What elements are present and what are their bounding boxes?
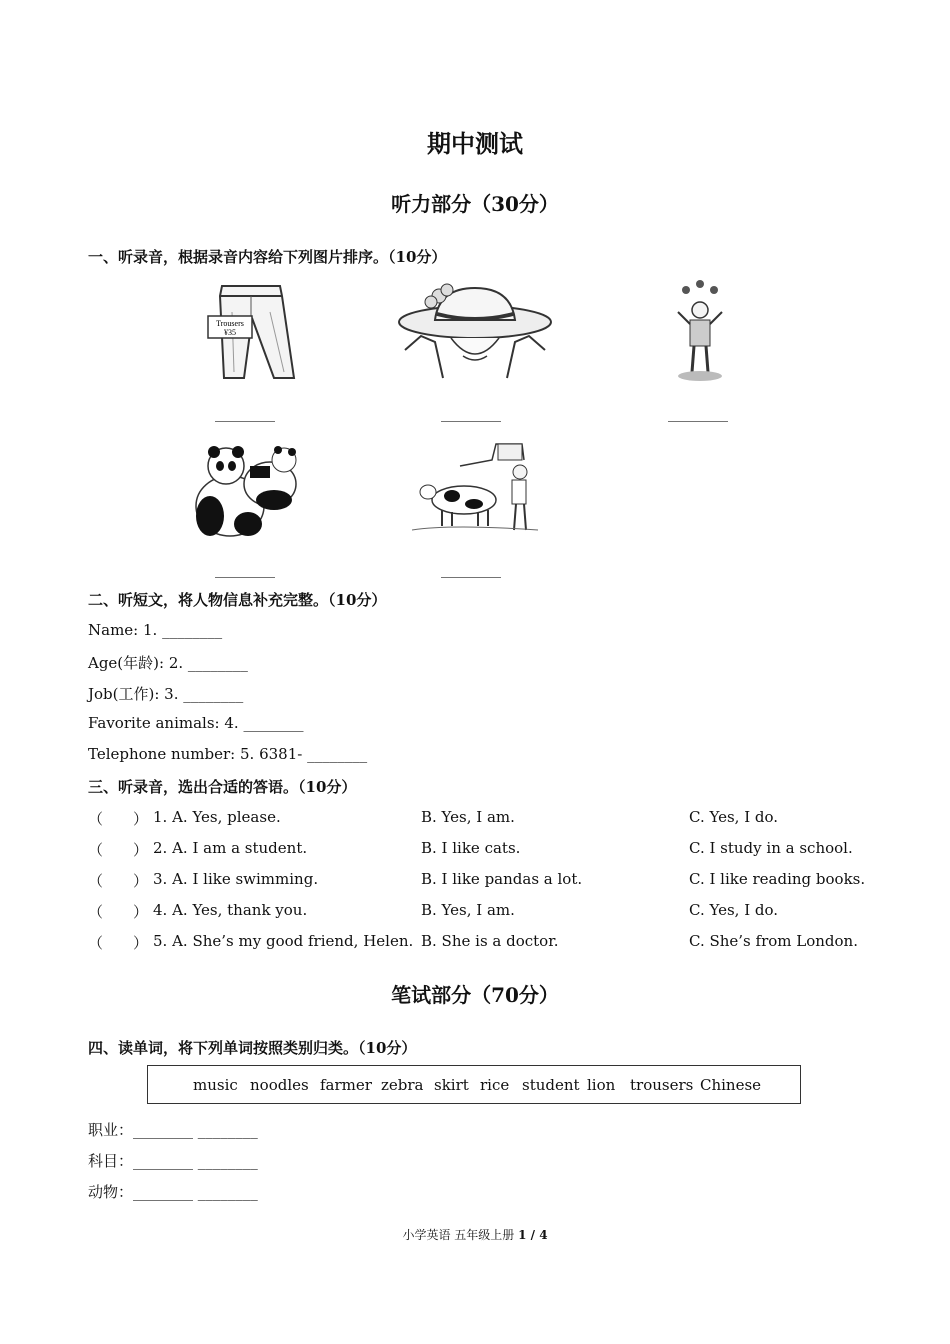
word-bank-word: music	[193, 1076, 238, 1094]
farmer-cow-icon	[412, 438, 540, 538]
info-job-line[interactable]: Job(工作): 3. ________	[88, 685, 244, 703]
option-b: B. I like cats.	[421, 839, 521, 857]
word-bank-word: skirt	[434, 1076, 469, 1094]
part4-heading: 四、读单词，将下列单词按照类别归类。（10分）	[88, 1039, 417, 1057]
option-c: C. I like reading books.	[689, 870, 866, 888]
option-a: 3. A. I like swimming.	[153, 870, 319, 888]
answer-paren[interactable]: （ ）	[88, 841, 149, 859]
panda-icon	[190, 436, 306, 540]
option-c: C. She’s from London.	[689, 932, 858, 950]
category-blanks[interactable]: ________ ________	[133, 1152, 258, 1170]
category-row	[88, 1119, 258, 1140]
option-a: 2. A. I am a student.	[153, 839, 308, 857]
trousers-tag-label: Trousers	[216, 319, 244, 328]
option-c: C. I study in a school.	[689, 839, 853, 857]
trousers-icon	[200, 282, 300, 382]
category-label: 动物：	[88, 1183, 134, 1201]
word-bank-word: trousers	[630, 1076, 694, 1094]
category-blanks[interactable]: ________ ________	[133, 1183, 258, 1201]
picture-blank[interactable]: ________	[215, 560, 275, 578]
picture-blank[interactable]: ________	[441, 560, 501, 578]
answer-paren[interactable]: （ ）	[88, 934, 149, 952]
category-row	[88, 1181, 258, 1202]
category-blanks[interactable]: ________ ________	[133, 1121, 258, 1139]
answer-paren[interactable]: （ ）	[88, 903, 149, 921]
part1-heading: 一、听录音，根据录音内容给下列图片排序。（10分）	[88, 248, 447, 266]
option-a: 4. A. Yes, thank you.	[153, 901, 308, 919]
page-number: 1 / 4	[518, 1228, 548, 1242]
word-bank-word: noodles	[250, 1076, 309, 1094]
option-c: C. Yes, I do.	[689, 808, 779, 826]
category-label: 职业：	[88, 1121, 134, 1139]
option-b: B. I like pandas a lot.	[421, 870, 583, 888]
answer-paren[interactable]: （ ）	[88, 872, 149, 890]
page-footer	[0, 1226, 950, 1243]
option-a: 1. A. Yes, please.	[153, 808, 281, 826]
option-a: 5. A. She’s my good friend, Helen.	[153, 932, 414, 950]
word-bank-word: rice	[480, 1076, 510, 1094]
page-title: 期中测试	[427, 129, 523, 158]
word-bank-word: student	[522, 1076, 580, 1094]
option-b: B. She is a doctor.	[421, 932, 559, 950]
info-animals-line[interactable]: Favorite animals: 4. ________	[88, 714, 304, 732]
info-phone-line[interactable]: Telephone number: 5. 6381- ________	[88, 745, 368, 763]
word-bank-word: lion	[587, 1076, 616, 1094]
info-name-line[interactable]: Name: 1. ________	[88, 621, 223, 639]
listening-section-title: 听力部分（30分）	[391, 192, 559, 216]
trousers-tag-price: ¥35	[224, 328, 236, 337]
word-bank-word: zebra	[381, 1076, 424, 1094]
juggler-icon	[650, 280, 750, 384]
option-b: B. Yes, I am.	[421, 808, 515, 826]
picture-blank[interactable]: ________	[668, 404, 728, 422]
info-age-line[interactable]: Age(年龄): 2. ________	[88, 654, 248, 672]
category-label: 科目：	[88, 1152, 134, 1170]
word-bank-word: Chinese	[700, 1076, 762, 1094]
hat-icon	[395, 280, 555, 384]
word-bank-box	[147, 1065, 801, 1104]
answer-paren[interactable]: （ ）	[88, 810, 149, 828]
writing-section-title: 笔试部分（70分）	[391, 983, 559, 1007]
part2-heading: 二、听短文，将人物信息补充完整。（10分）	[88, 591, 387, 609]
part3-heading: 三、听录音，选出合适的答语。（10分）	[88, 778, 357, 796]
picture-blank[interactable]: ________	[441, 404, 501, 422]
footer-text: 小学英语 五年级上册	[402, 1228, 515, 1242]
option-b: B. Yes, I am.	[421, 901, 515, 919]
picture-blank[interactable]: ________	[215, 404, 275, 422]
word-bank-word: farmer	[320, 1076, 372, 1094]
option-c: C. Yes, I do.	[689, 901, 779, 919]
category-row	[88, 1150, 258, 1171]
